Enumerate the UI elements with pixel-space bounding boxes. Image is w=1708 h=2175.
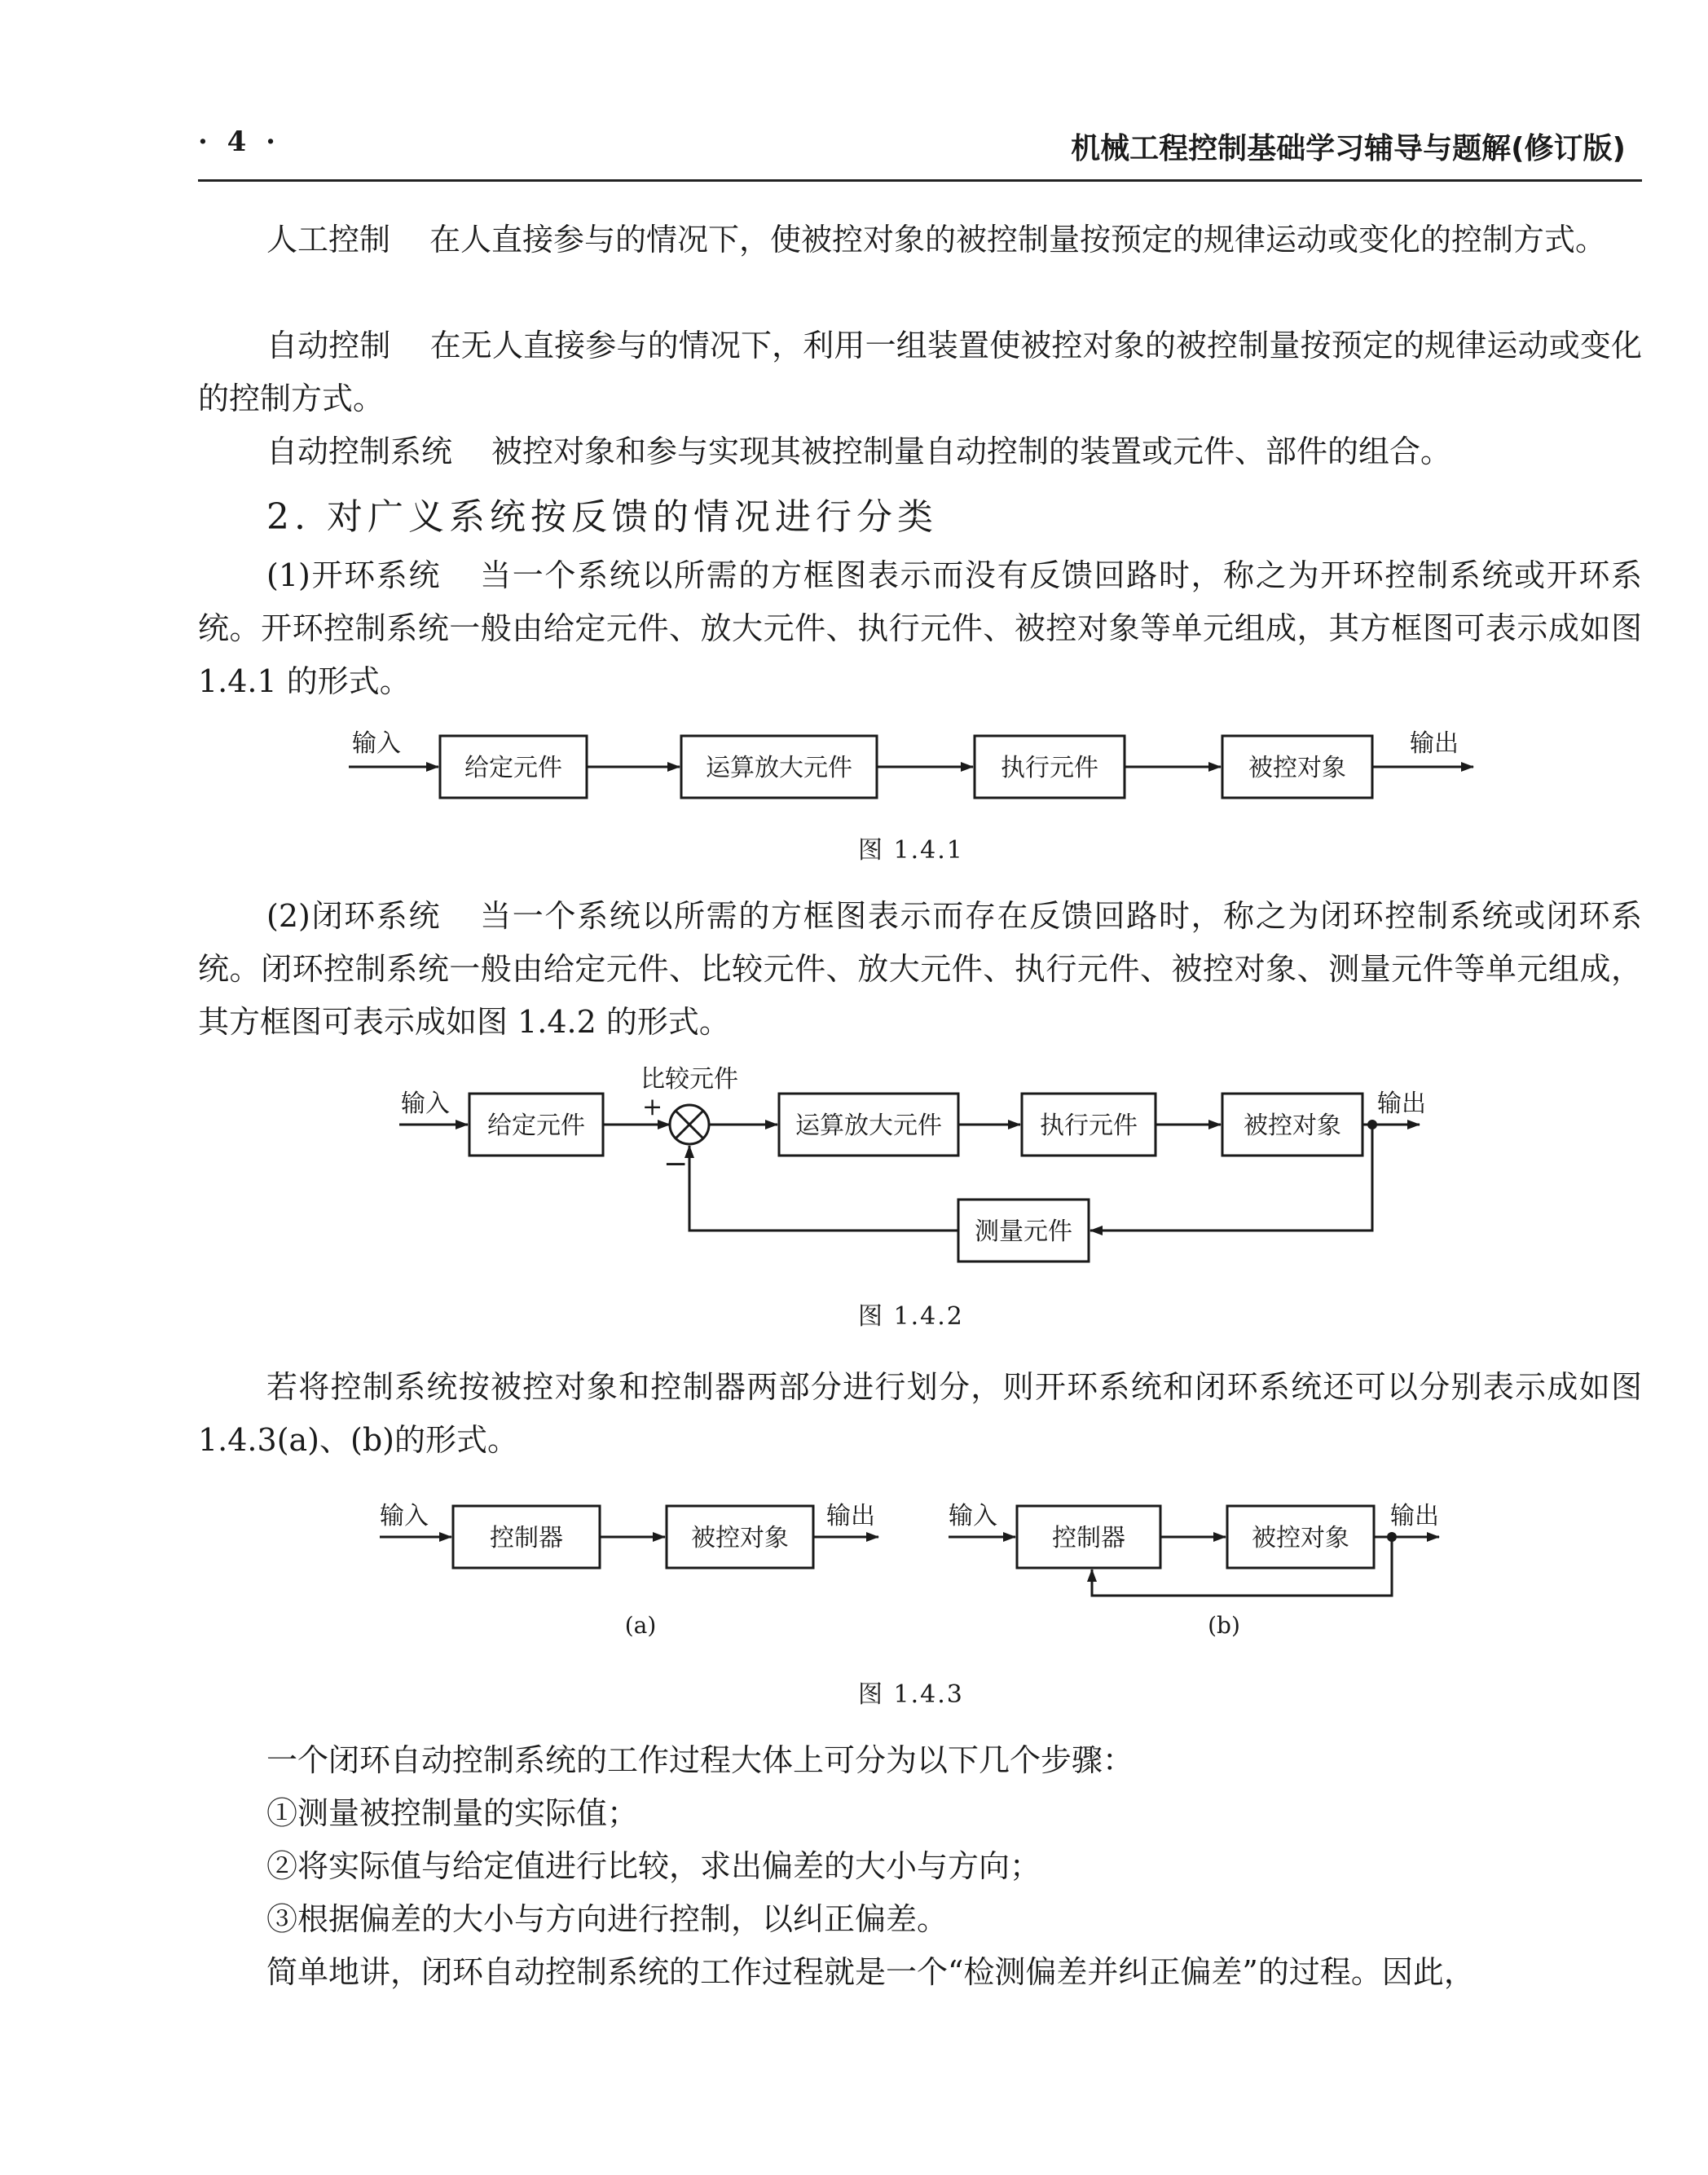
step-item: ①测量被控制量的实际值； [266,1795,639,1831]
block-actuator: 执行元件 [1040,1112,1138,1140]
closed-loop-paragraph [198,890,1642,1049]
subfigure-label-a: (a) [624,1612,657,1639]
input-label: 输入 [401,1090,450,1118]
definition-text: 在无人直接参与的情况下，利用一组装置使被控对象的被控制量按预定的规律运动或变化的控制方式。 [198,328,1642,416]
step-item: ②将实际值与给定值进行比较，求出偏差的大小与方向； [266,1848,1041,1884]
output-label: 输出 [1410,729,1459,758]
output-label: 输出 [826,1502,875,1530]
book-title: 机械工程控制基础学习辅导与题解(修订版) [1071,132,1626,165]
figure-1-4-3-diagram [0,1475,1708,1662]
block-given-element: 给定元件 [464,754,562,782]
figure-caption: 图 1.4.1 [858,836,964,865]
block-measuring-element: 测量元件 [975,1217,1072,1246]
figure-caption: 图 1.4.2 [858,1302,964,1331]
process-intro: 一个闭环自动控制系统的工作过程大体上可分为以下几个步骤： [266,1742,1134,1778]
subfigure-label-b: (b) [1208,1612,1240,1639]
figure-caption: 图 1.4.3 [858,1680,964,1709]
plus-sign: + [642,1093,663,1121]
minus-sign: − [663,1147,689,1181]
term-label: 人工控制 [266,222,391,258]
term-label: (2)闭环系统 [266,898,442,934]
summary-paragraph: 简单地讲，闭环自动控制系统的工作过程就是一个“检测偏差并纠正偏差”的过程。因此， [266,1954,1475,1990]
figure-1-4-1-diagram [0,717,1708,848]
page-header [198,121,1642,182]
page-number: · 4 · [198,125,281,158]
paragraph-text: 当一个系统以所需的方框图表示而存在反馈回路时，称之为闭环控制系统或闭环系统。闭环控制系统一般由给定元件、比较元件、放大元件、执行元件、被控对象、测量元件等单元组成，其方框图可表示成如图 1.4.2 的形式。 [198,898,1642,1040]
input-label: 输入 [352,729,401,758]
comparator-label: 比较元件 [640,1065,738,1094]
input-label: 输入 [949,1502,997,1530]
block-controller: 控制器 [1052,1524,1125,1552]
step-item: ③根据偏差的大小与方向进行控制，以纠正偏差。 [266,1901,949,1937]
block-plant: 被控对象 [691,1524,789,1552]
block-controller: 控制器 [490,1524,563,1552]
definition-automatic-control-system [198,425,1642,478]
term-label: 自动控制 [266,328,391,363]
block-plant: 被控对象 [1244,1112,1341,1140]
block-amplifier: 运算放大元件 [706,754,852,782]
controller-split-paragraph: 若将控制系统按被控对象和控制器两部分进行划分，则开环系统和闭环系统还可以分别表示成如图 1.4.3(a)、(b)的形式。 [198,1369,1642,1458]
figure-1-4-2-diagram [0,1059,1708,1279]
definition-text: 被控对象和参与实现其被控制量自动控制的装置或元件、部件的组合。 [491,434,1452,469]
section-heading: 2. 对广义系统按反馈的情况进行分类 [266,496,938,538]
block-plant: 被控对象 [1248,754,1346,782]
definition-text: 在人直接参与的情况下，使被控对象的被控制量按预定的规律运动或变化的控制方式。 [429,222,1607,258]
paragraph-text: 当一个系统以所需的方框图表示而没有反馈回路时，称之为开环控制系统或开环系统。开环控制系统一般由给定元件、放大元件、执行元件、被控对象等单元组成，其方框图可表示成如图 1.4.1 的形式。 [198,557,1642,699]
output-label: 输出 [1377,1090,1426,1118]
input-label: 输入 [380,1502,429,1530]
block-amplifier: 运算放大元件 [795,1112,942,1140]
output-label: 输出 [1390,1502,1439,1530]
block-given-element: 给定元件 [487,1112,585,1140]
block-actuator: 执行元件 [1001,754,1098,782]
definition-automatic-control [198,319,1642,425]
open-loop-paragraph [198,549,1642,708]
term-label: 自动控制系统 [266,434,453,469]
term-label: (1)开环系统 [266,557,442,593]
block-plant: 被控对象 [1252,1524,1349,1552]
definition-manual-control [198,214,1642,266]
